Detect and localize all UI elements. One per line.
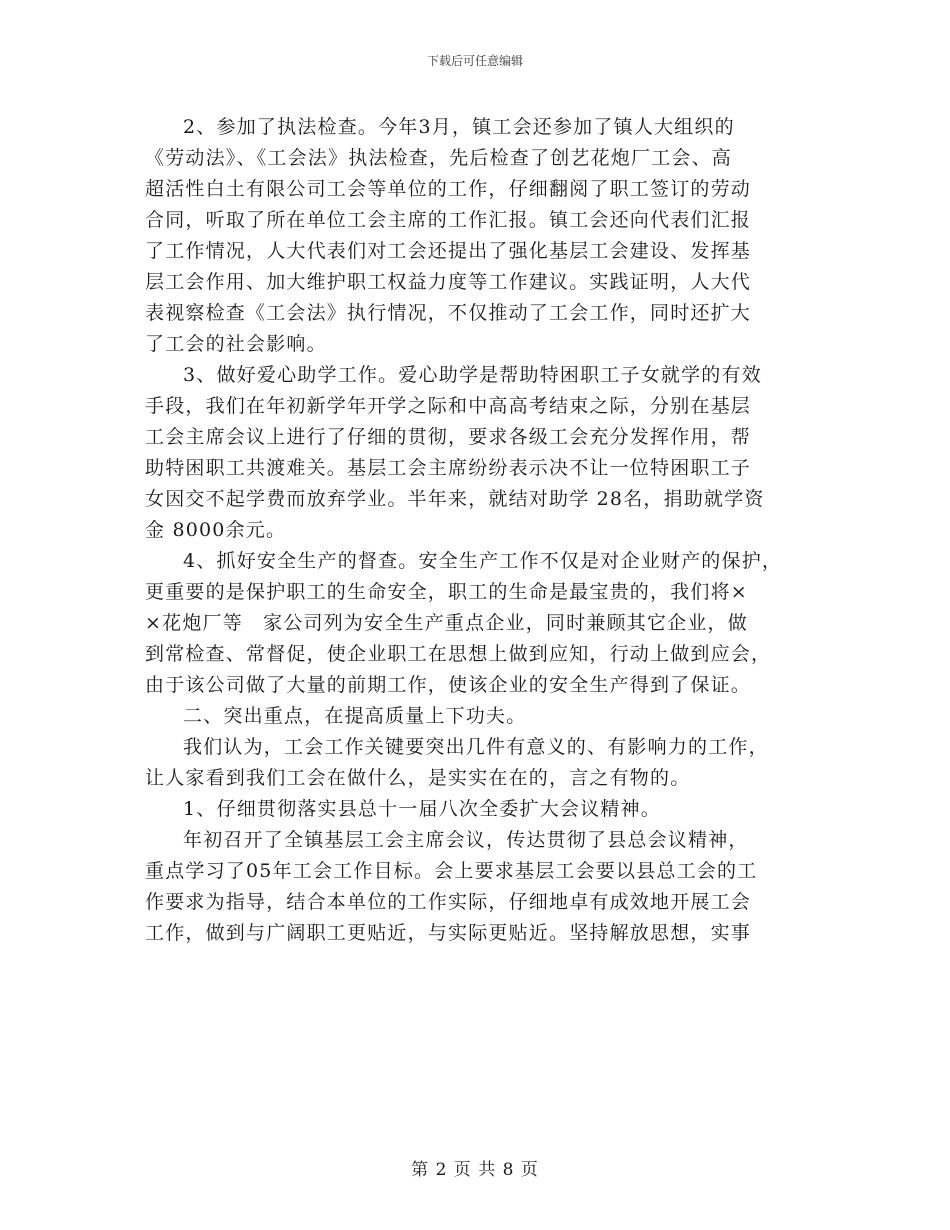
page-header: 下载后可任意编辑 — [426, 54, 523, 68]
section-heading: 二、突出重点，在提高质量上下功夫。 — [183, 705, 527, 727]
text-line: 我们认为，工会工作关键要突出几件有意义的、有影响力的工作， — [183, 736, 769, 758]
text-line: 到常检查、常督促，使企业职工在思想上做到应知，行动上做到应会， — [145, 643, 772, 665]
text-line: 女因交不起学费而放弃学业。半年来，就结对助学 28名，捐助就学资 — [145, 488, 765, 510]
text-line: 重点学习了05年工会工作目标。会上要求基层工会要以县总工会的工 — [145, 860, 758, 882]
text-line: 3、做好爱心助学工作。爱心助学是帮助特困职工子女就学的有效 — [183, 364, 762, 386]
text-line: 金 8000余元。 — [145, 519, 287, 541]
text-line: 年初召开了全镇基层工会主席会议，传达贯彻了县总会议精神， — [183, 829, 749, 851]
text-line: 让人家看到我们工会在做什么，是实实在在的，言之有物的。 — [145, 767, 691, 789]
text-line: 手段，我们在年初新学年开学之际和中高高考结束之际，分别在基层 — [145, 395, 752, 417]
text-line: 超活性白土有限公司工会等单位的工作，仔细翻阅了职工签订的劳动 — [145, 178, 752, 200]
text-line: 工作，做到与广阔职工更贴近，与实际更贴近。坚持解放思想，实事 — [145, 922, 752, 944]
text-line: 4、抓好安全生产的督查。安全生产工作不仅是对企业财产的保护， — [183, 550, 783, 572]
text-line: 2、参加了执法检查。今年3月，镇工会还参加了镇人大组织的 — [183, 116, 735, 138]
text-line: 表视察检查《工会法》执行情况，不仅推动了工会工作，同时还扩大 — [145, 302, 752, 324]
text-line: 由于该公司做了大量的前期工作，使该企业的安全生产得到了保证。 — [145, 674, 752, 696]
text-line: 更重要的是保护职工的生命安全，职工的生命是最宝贵的，我们将× — [145, 581, 748, 603]
text-line: 合同，听取了所在单位工会主席的工作汇报。镇工会还向代表们汇报 — [145, 209, 752, 231]
text-line: 作要求为指导，结合本单位的工作实际，仔细地卓有成效地开展工会 — [145, 891, 752, 913]
page-footer: 第 2 页 共 8 页 — [411, 1160, 539, 1180]
text-line: 层工会作用、加大维护职工权益力度等工作建议。实践证明，人大代 — [145, 271, 752, 293]
text-line: 助特困职工共渡难关。基层工会主席纷纷表示决不让一位特困职工子 — [145, 457, 752, 479]
text-line: 工会主席会议上进行了仔细的贯彻，要求各级工会充分发挥作用，帮 — [145, 426, 752, 448]
subsection-heading: 1、仔细贯彻落实县总十一届八次全委扩大会议精神。 — [183, 798, 661, 820]
text-line: 了工作情况，人大代表们对工会还提出了强化基层工会建设、发挥基 — [145, 240, 752, 262]
text-line: 了工会的社会影响。 — [145, 333, 327, 355]
document-body — [145, 112, 830, 949]
text-line: 《劳动法》、《工会法》执法检查，先后检查了创艺花炮厂工会、高 — [145, 147, 733, 169]
text-line: ×花炮厂等 家公司列为安全生产重点企业，同时兼顾其它企业，做 — [145, 612, 748, 634]
